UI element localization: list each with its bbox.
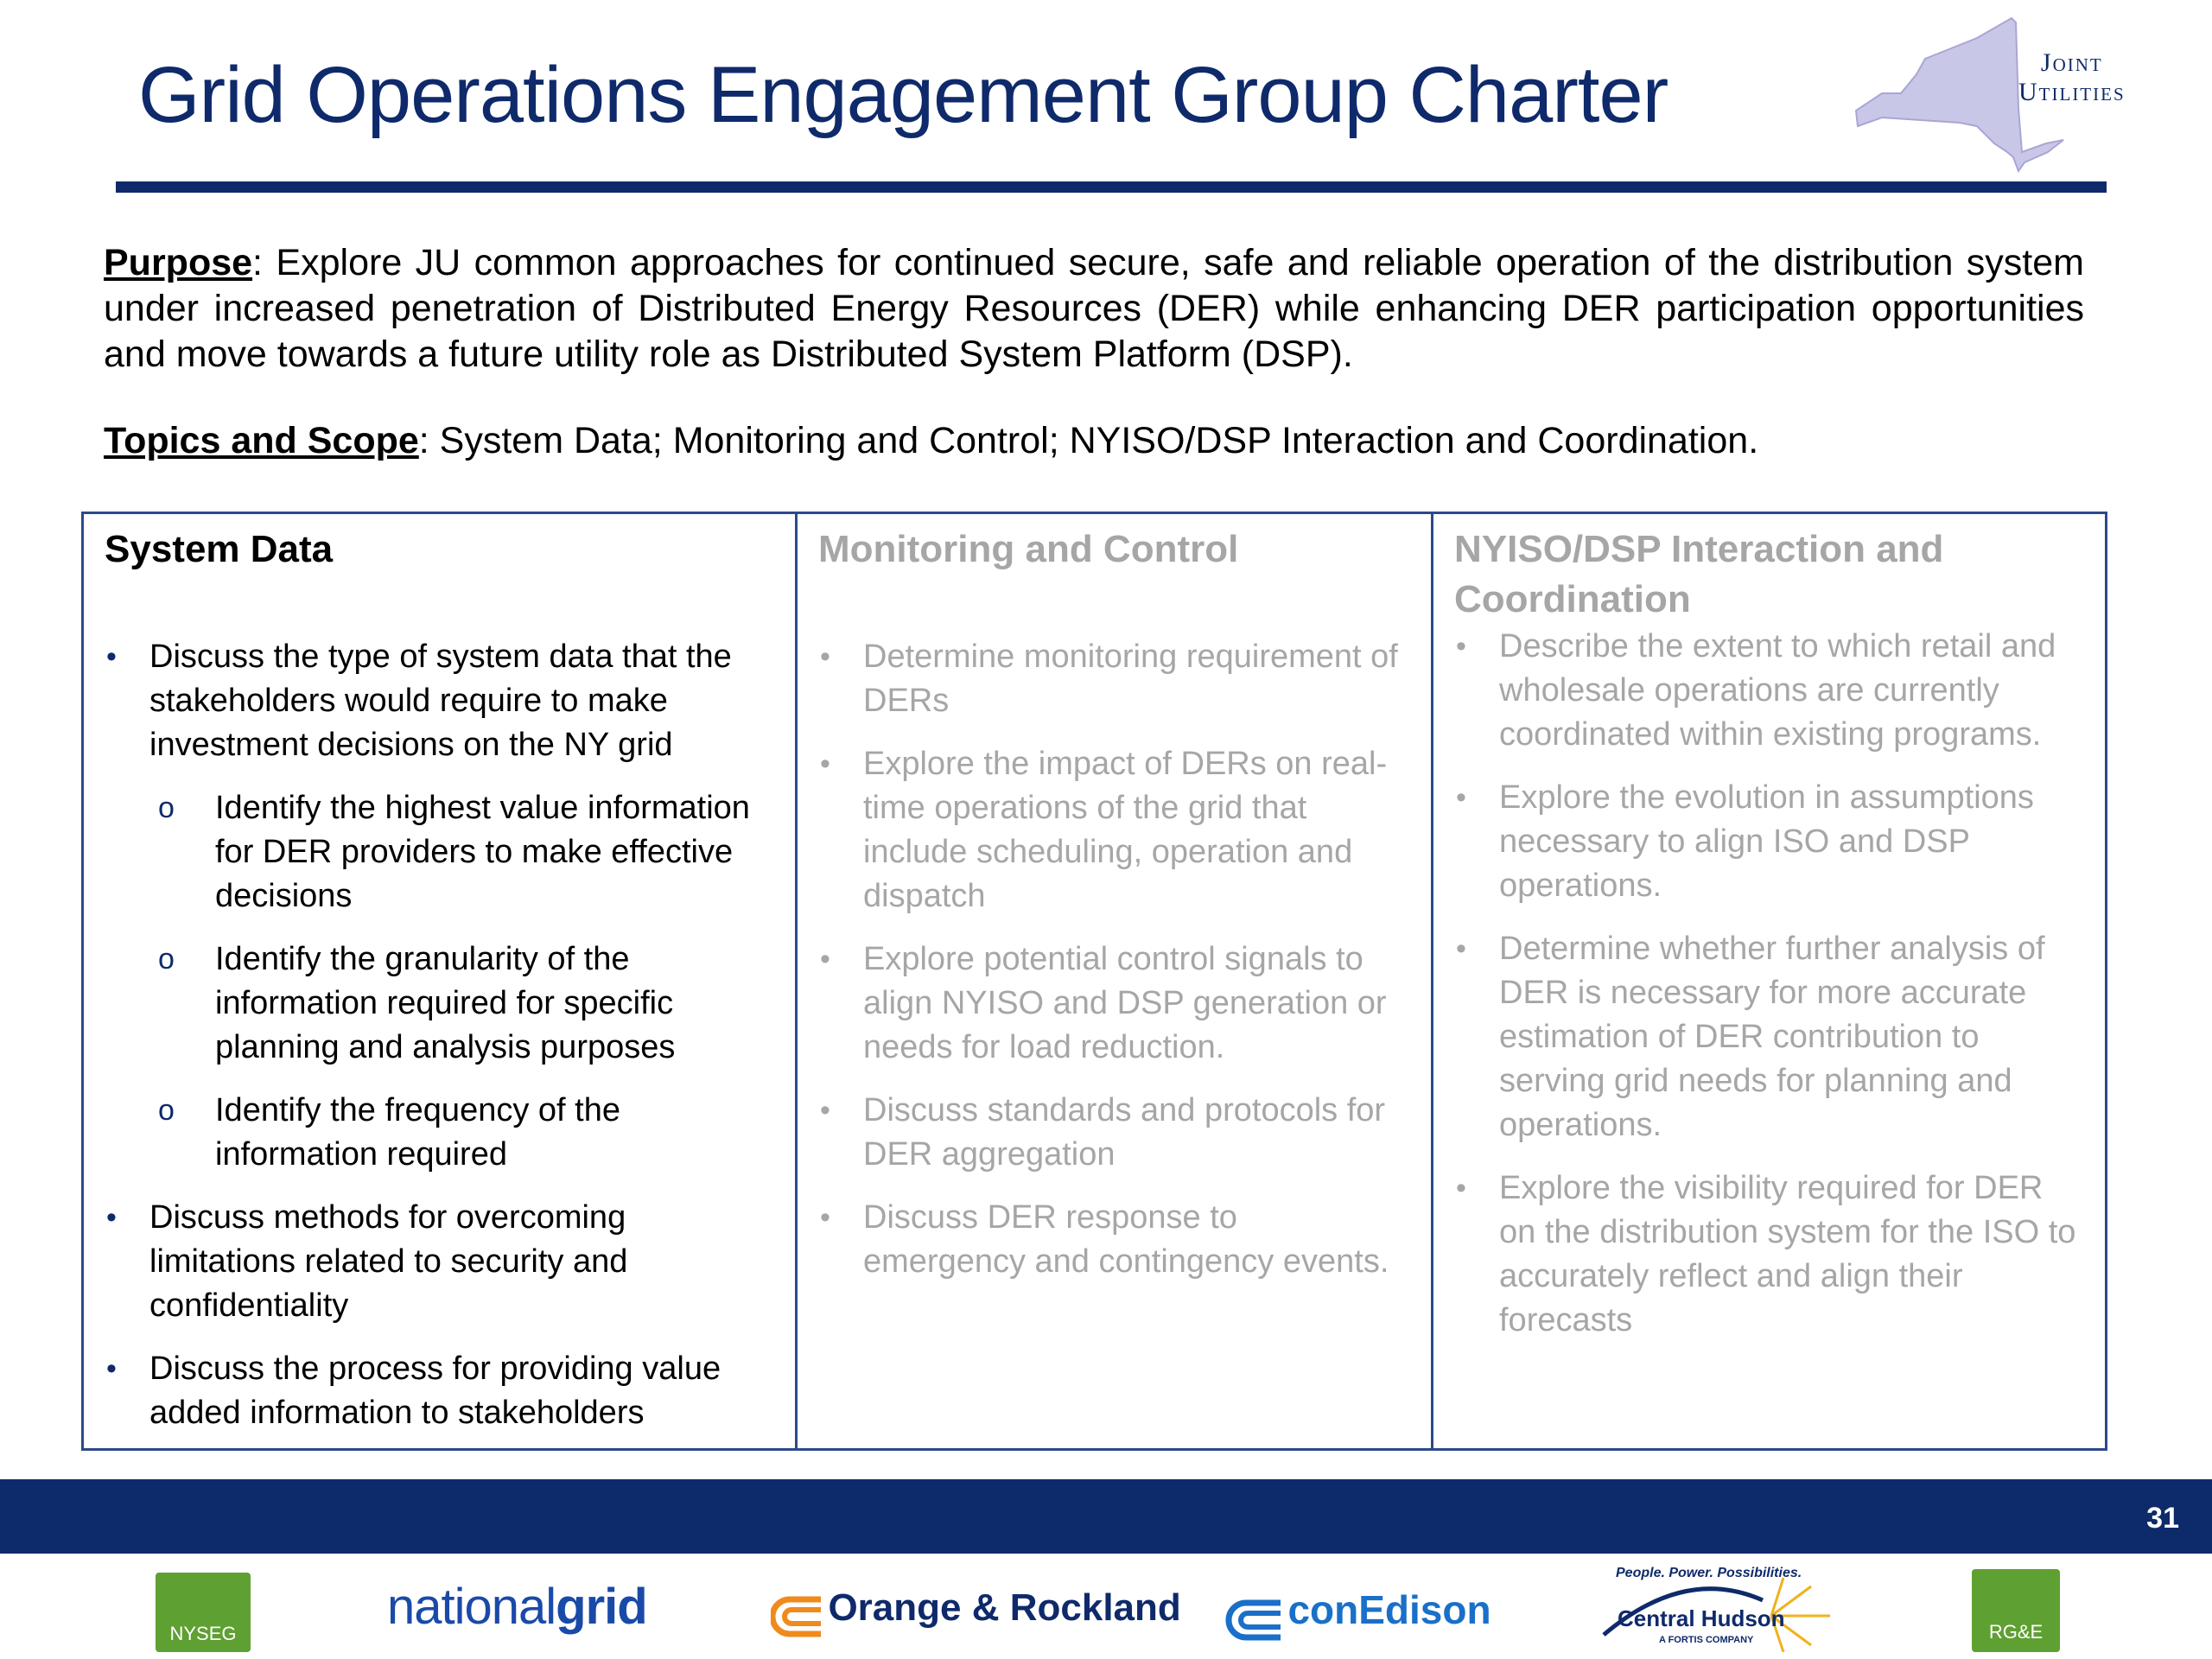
con-edison-mark-icon	[1225, 1598, 1284, 1643]
joint-utilities-logo	[1847, 14, 2141, 178]
list-item: • Discuss the type of system data that the stakeholders would require to make investment decisions on the NY grid	[105, 635, 772, 767]
column-nyiso-dsp-interaction	[1433, 514, 2105, 1448]
page-number: 31	[2146, 1502, 2179, 1535]
list-item: • Describe the extent to which retail and wholesale operations are currently coordinated within existing programs.	[1454, 625, 2082, 757]
central-hudson-logo-text: Central Hudson	[1618, 1605, 1785, 1631]
joint-utilities-logo-text	[2018, 48, 2126, 107]
central-hudson-logo	[1599, 1566, 1840, 1652]
sub-list-item: o Identify the highest value information for DER providers to make effective decisions	[105, 786, 772, 918]
national-grid-logo-text-a: national	[387, 1579, 556, 1635]
rge-logo	[1972, 1569, 2060, 1652]
list-item: • Discuss the process for providing value added information to stakeholders	[105, 1347, 772, 1435]
utility-logos	[0, 1554, 2212, 1659]
national-grid-logo-text-b: grid	[556, 1579, 647, 1635]
central-hudson-subtext: A FORTIS COMPANY	[1659, 1635, 1754, 1645]
purpose-label: Purpose	[104, 242, 253, 283]
column-heading: Monitoring and Control	[818, 528, 1239, 570]
purpose-paragraph	[104, 240, 2084, 378]
list-item: • Discuss DER response to emergency and contingency events.	[818, 1196, 1408, 1284]
list-item: • Explore the evolution in assumptions necessary to align ISO and DSP operations.	[1454, 776, 2082, 908]
con-edison-logo-text: conEdison	[1287, 1587, 1491, 1632]
scope-text: : System Data; Monitoring and Control; NYISO/DSP Interaction and Coordination.	[418, 420, 1759, 461]
list-item: • Explore potential control signals to align NYISO and DSP generation or needs for load reduction.	[818, 938, 1408, 1070]
purpose-text: : Explore JU common approaches for continued secure, safe and reliable operation of the distribution system under increased penetration of Distributed Energy Resources (DER) while enhancing DER participation opportunities and move towards a future utility role as Distributed System Platform (DSP).	[104, 242, 2084, 375]
charter-table	[81, 512, 2107, 1451]
footer-bar	[0, 1479, 2212, 1554]
orange-rockland-logo-text: Orange & Rockland	[828, 1586, 1181, 1629]
sub-list-item: o Identify the frequency of the information required	[105, 1089, 772, 1177]
list-item: • Discuss methods for overcoming limitations related to security and confidentiality	[105, 1196, 772, 1328]
title-divider	[116, 181, 2107, 193]
scope-paragraph	[104, 418, 2084, 464]
bullet-list	[105, 635, 772, 1435]
sub-list-item: o Identify the granularity of the information required for specific planning and analysis purposes	[105, 938, 772, 1070]
national-grid-logo	[387, 1578, 647, 1636]
nyseg-logo	[156, 1573, 251, 1652]
con-edison-logo	[1225, 1586, 1491, 1643]
list-item: • Determine whether further analysis of DER is necessary for more accurate estimation of DER contribution to serving grid needs for planning and operations.	[1454, 927, 2082, 1147]
rge-logo-text: RG&E	[1988, 1621, 2044, 1643]
column-monitoring-and-control	[798, 514, 1433, 1448]
orange-rockland-logo	[771, 1586, 1181, 1639]
bullet-list	[818, 635, 1408, 1284]
column-system-data	[84, 514, 798, 1448]
list-item: • Determine monitoring requirement of DERs	[818, 635, 1408, 723]
column-heading: NYISO/DSP Interaction and Coordination	[1454, 528, 1944, 620]
logo-line-utilities: Utilities	[2018, 78, 2126, 106]
nyseg-logo-text: NYSEG	[169, 1623, 237, 1644]
orange-rockland-mark-icon	[771, 1594, 824, 1639]
central-hudson-tagline: People. Power. Possibilities.	[1616, 1566, 1802, 1580]
page-title: Grid Operations Engagement Group Charter	[138, 51, 1669, 139]
list-item: • Explore the visibility required for DER on the distribution system for the ISO to accurately reflect and align their forecasts	[1454, 1166, 2082, 1343]
logo-line-joint: Joint	[2040, 48, 2103, 77]
list-item: • Explore the impact of DERs on real-time operations of the grid that include scheduling, operation and dispatch	[818, 742, 1408, 918]
scope-label: Topics and Scope	[104, 420, 419, 461]
bullet-list	[1454, 625, 2082, 1343]
column-heading: System Data	[105, 528, 334, 570]
list-item: • Discuss standards and protocols for DER aggregation	[818, 1089, 1408, 1177]
